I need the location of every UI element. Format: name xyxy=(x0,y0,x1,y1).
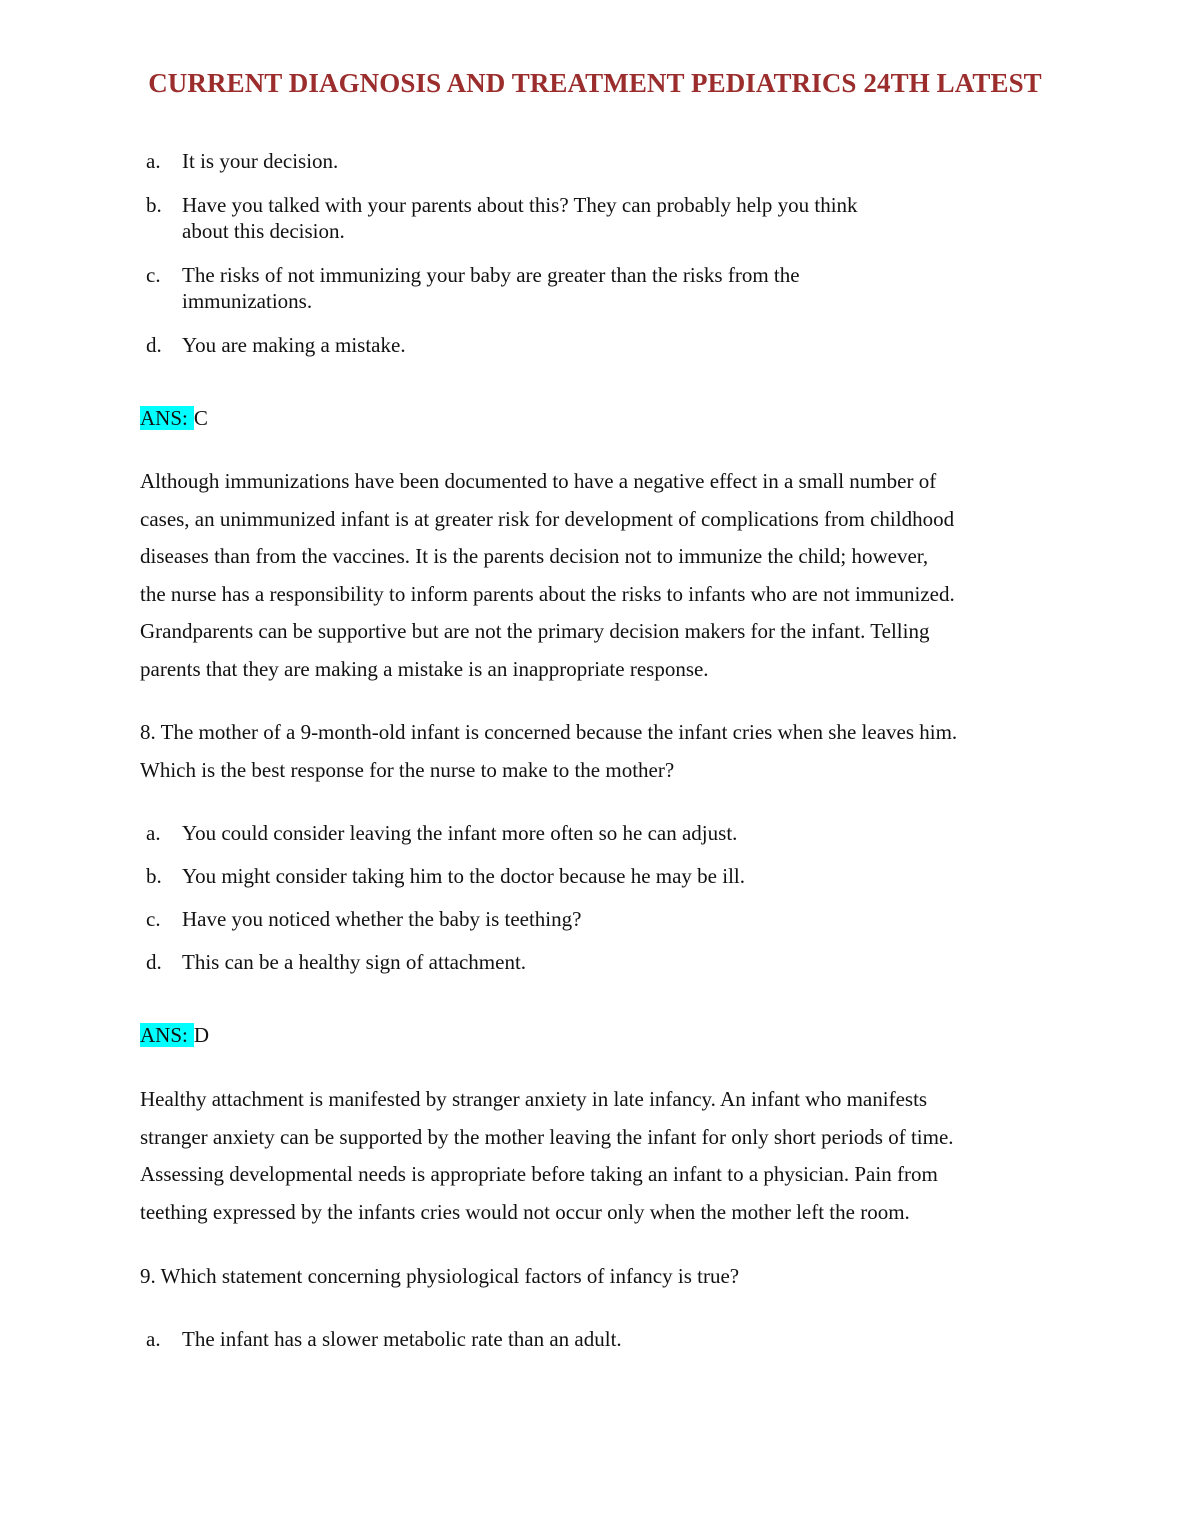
rationale-line: the nurse has a responsibility to inform parents about the risks to infants who are not immunized. xyxy=(140,581,955,606)
option-text-line-1: The risks of not immunizing your baby are greater than the risks from the xyxy=(182,263,800,287)
option-letter: c. xyxy=(146,263,161,287)
answer-label: ANS: xyxy=(140,1023,194,1047)
q8-answer xyxy=(140,1022,209,1048)
q9-stem xyxy=(140,1258,739,1296)
option-letter: d. xyxy=(146,950,162,974)
option-text-line-2: immunizations. xyxy=(182,289,313,313)
rationale-line: stranger anxiety can be supported by the mother leaving the infant for only short periods of time. xyxy=(140,1124,954,1149)
question-stem-line: 8. The mother of a 9-month-old infant is concerned because the infant cries when she leaves him. xyxy=(140,720,958,744)
option-letter: d. xyxy=(146,333,162,357)
q8-stem xyxy=(140,714,957,789)
option-text: This can be a healthy sign of attachment. xyxy=(182,950,527,974)
option-text-line-1: Have you talked with your parents about this? They can probably help you think xyxy=(182,193,858,217)
option-letter: b. xyxy=(146,864,162,888)
page-header-title: CURRENT DIAGNOSIS AND TREATMENT PEDIATRICS 24TH LATEST xyxy=(148,68,1042,98)
option-text: You could consider leaving the infant more often so he can adjust. xyxy=(182,821,738,845)
q7-answer xyxy=(140,405,208,431)
option-text: You might consider taking him to the doctor because he may be ill. xyxy=(182,864,746,888)
rationale-line: Grandparents can be supportive but are not the primary decision makers for the infant. Telling xyxy=(140,619,930,644)
question-stem-line: Which is the best response for the nurse to make to the mother? xyxy=(140,757,675,782)
option-text: You are making a mistake. xyxy=(182,333,406,357)
question-stem-line: 9. Which statement concerning physiological factors of infancy is true? xyxy=(140,1264,740,1288)
answer-label: ANS: xyxy=(140,406,194,430)
answer-value: C xyxy=(193,406,208,430)
rationale-line: cases, an unimmunized infant is at greater risk for development of complications from childhood xyxy=(140,506,955,531)
rationale-line: diseases than from the vaccines. It is the parents decision not to immunize the child; however, xyxy=(140,544,929,569)
option-text: The infant has a slower metabolic rate than an adult. xyxy=(182,1327,622,1351)
rationale-line: teething expressed by the infants cries would not occur only when the mother left the room. xyxy=(140,1199,910,1224)
rationale-line: Although immunizations have been documented to have a negative effect in a small number of xyxy=(140,469,937,493)
rationale-line: Assessing developmental needs is appropriate before taking an infant to a physician. Pain from xyxy=(140,1162,938,1187)
option-letter: a. xyxy=(146,149,161,173)
option-letter: a. xyxy=(146,1327,161,1351)
option-text: It is your decision. xyxy=(182,149,339,173)
option-text: Have you noticed whether the baby is teething? xyxy=(182,907,582,931)
rationale-line: Healthy attachment is manifested by stranger anxiety in late infancy. An infant who manifests xyxy=(140,1087,928,1111)
option-text-line-2: about this decision. xyxy=(182,219,345,243)
option-letter: b. xyxy=(146,193,162,217)
option-letter: c. xyxy=(146,907,161,931)
q7-rationale xyxy=(140,463,955,689)
q8-rationale xyxy=(140,1081,954,1231)
answer-value: D xyxy=(193,1023,210,1047)
rationale-line: parents that they are making a mistake is an inappropriate response. xyxy=(140,656,709,681)
option-letter: a. xyxy=(146,821,161,845)
